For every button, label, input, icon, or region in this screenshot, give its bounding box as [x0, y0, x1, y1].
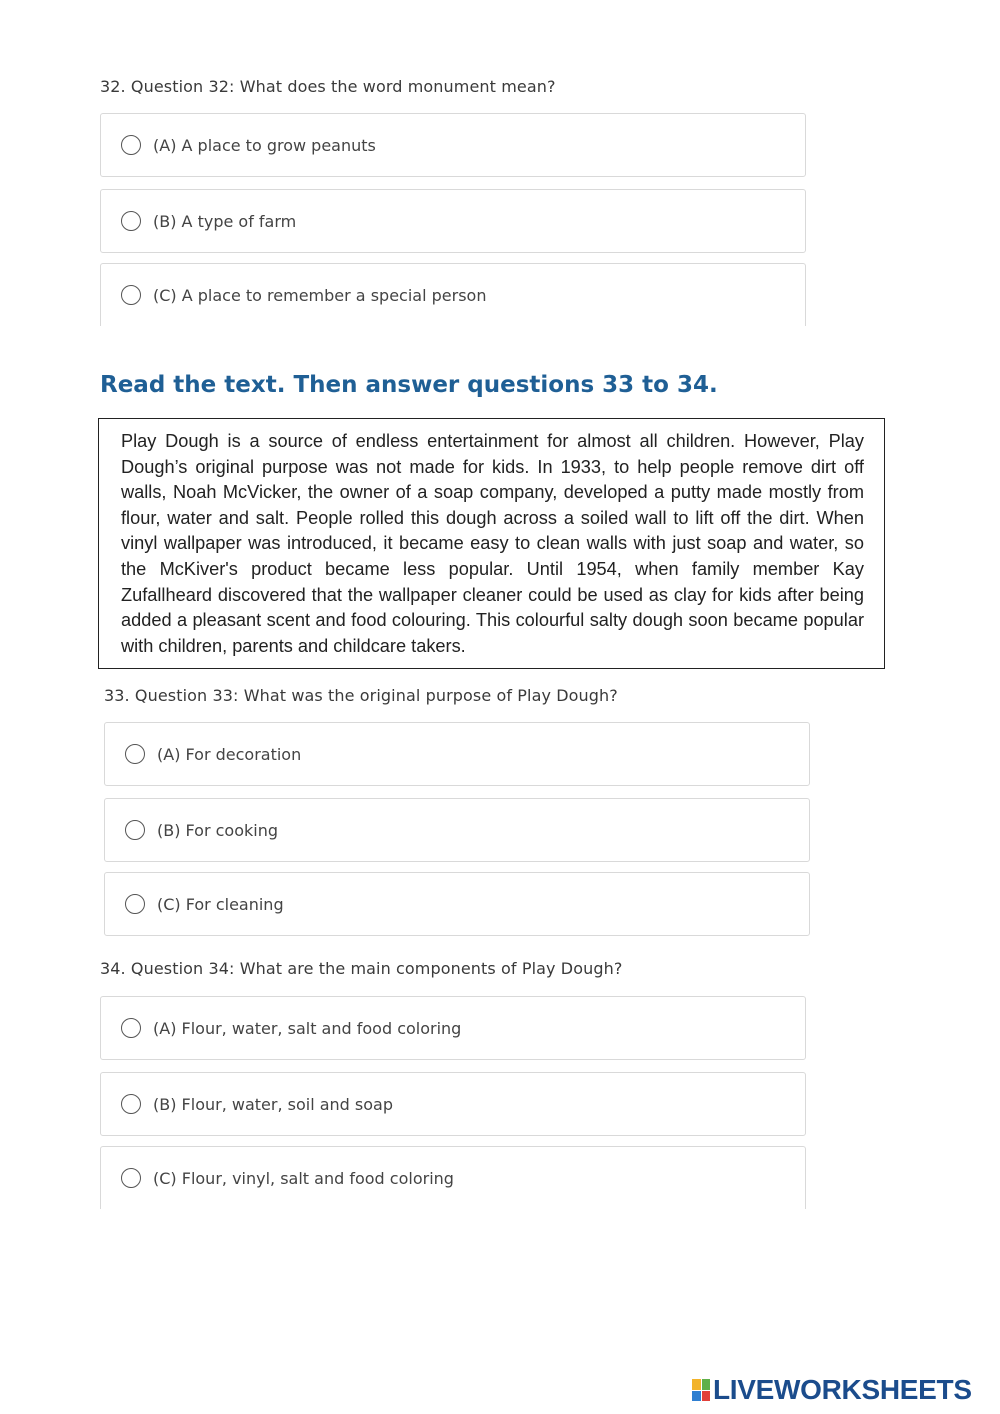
option-label: (A) For decoration	[157, 744, 302, 764]
question-33-title: 33. Question 33: What was the original purpose of Play Dough?	[104, 686, 618, 705]
radio-button[interactable]	[121, 285, 141, 305]
logo-text: LIVEWORKSHEETS	[713, 1374, 972, 1405]
q33-option-b[interactable]	[104, 798, 810, 862]
q32-option-b[interactable]	[100, 189, 806, 253]
q32-option-c[interactable]	[100, 263, 806, 326]
q34-option-c[interactable]	[100, 1146, 806, 1209]
q34-option-a[interactable]	[100, 996, 806, 1060]
liveworksheets-logo	[692, 1374, 972, 1406]
logo-icon	[692, 1379, 710, 1401]
option-label: (B) A type of farm	[153, 211, 297, 231]
radio-button[interactable]	[121, 211, 141, 231]
question-32-title: 32. Question 32: What does the word monument mean?	[100, 77, 556, 96]
q32-option-a[interactable]	[100, 113, 806, 177]
option-label: (C) For cleaning	[157, 894, 284, 914]
radio-button[interactable]	[121, 1168, 141, 1188]
q33-option-a[interactable]	[104, 722, 810, 786]
radio-button[interactable]	[121, 135, 141, 155]
section-heading: Read the text. Then answer questions 33 to 34.	[100, 372, 718, 398]
option-label: (B) For cooking	[157, 820, 279, 840]
option-label: (A) A place to grow peanuts	[153, 135, 376, 155]
option-label: (B) Flour, water, soil and soap	[153, 1094, 394, 1114]
q33-option-c[interactable]	[104, 872, 810, 936]
reading-passage: Play Dough is a source of endless entertainment for almost all children. However, Play Dough’s original purpose was not made for kids. In 1933, to help people remove dirt off walls, Noah McVicker, the owner of a soap company, developed a putty made mostly from flour, water and salt. People rolled this dough across a soiled wall to lift off the dirt. When vinyl wallpaper was introduced, it became easy to clean walls with just soap and water, so the McKiver's product became less popular. Until 1954, when family member Kay Zufallheard discovered that the wallpaper cleaner could be used as clay for kids after being added a pleasant scent and food colouring. This colourful salty dough soon became popular with children, parents and childcare takers.	[98, 418, 885, 669]
option-label: (C) Flour, vinyl, salt and food coloring	[153, 1168, 454, 1188]
radio-button[interactable]	[125, 744, 145, 764]
option-label: (C) A place to remember a special person	[153, 285, 487, 305]
q34-option-b[interactable]	[100, 1072, 806, 1136]
radio-button[interactable]	[121, 1094, 141, 1114]
radio-button[interactable]	[121, 1018, 141, 1038]
radio-button[interactable]	[125, 820, 145, 840]
radio-button[interactable]	[125, 894, 145, 914]
option-label: (A) Flour, water, salt and food coloring	[153, 1018, 462, 1038]
question-34-title: 34. Question 34: What are the main components of Play Dough?	[100, 959, 623, 978]
